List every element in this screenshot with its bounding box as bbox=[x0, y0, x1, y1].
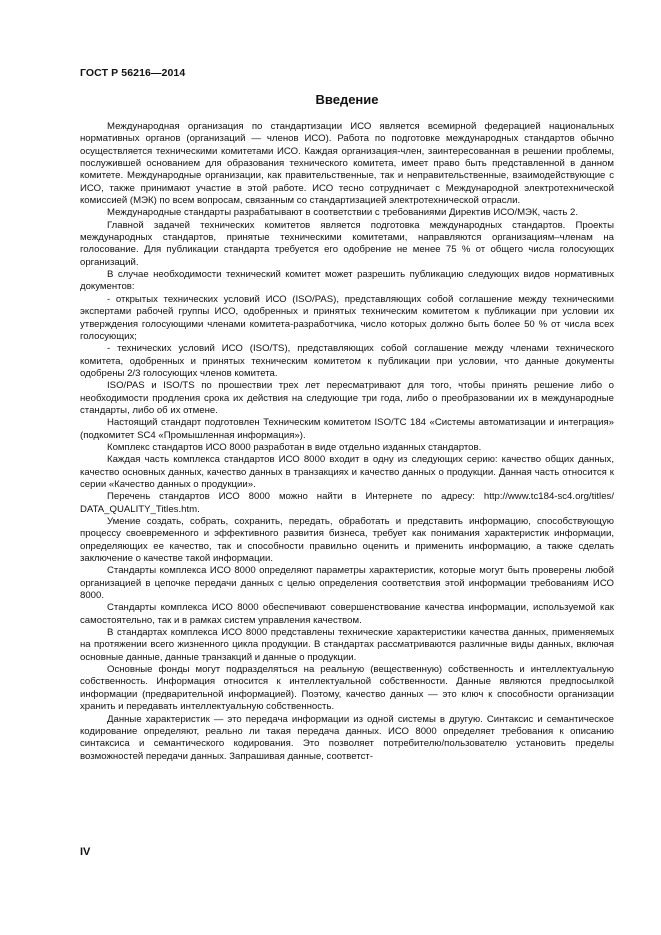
paragraph: Главной задачей технических комитетов является подготовка международных стандартов. Проекты международных стандартов, принятые техническими комитетами, направляются организациям–членам на голосование. Для публикации стандарта требуется его одобрение не менее 75 % от общего числа голосующих организаций. bbox=[80, 219, 614, 268]
paragraph: Комплекс стандартов ИСО 8000 разработан в виде отдельно изданных стандартов. bbox=[107, 441, 482, 453]
list-item: - открытых технических условий ИСО (ISO/PAS), представляющих собой соглашение между техническими экспертами рабочей группы ИСО, одобренных и принятых техническим комитетом к публикации при условии их утверждения голосующими членами комитета-разработчика, число которых должно быть более 50 % от числа всех голосующих; bbox=[80, 293, 614, 342]
paragraph: Перечень стандартов ИСО 8000 можно найти в Интернете по адресу: http://www.tc184-sc4.org/titles/ DATA_QUALITY_Titles.htm. bbox=[80, 491, 614, 515]
paragraph: Основные фонды могут подразделяться на реальную (вещественную) собственность и интеллектуальную собственность. Информация относится к интеллектуальной собственности. Данные являются предпосылкой информации (предварительной информацией). Поэтому, качество данных — это ключ к способности организации хранить и передавать интеллектуальную собственность. bbox=[80, 664, 614, 713]
list-item: - технических условий ИСО (ISO/TS), представляющих собой соглашение между членами технического комитета, одобренных и принятых техническим комитетом к публикации при условии, что данные документы одобрены 2/3 голосующих членов комитета. bbox=[80, 343, 614, 379]
paragraph: В случае необходимости технический комитет может разрешить публикацию следующих видов нормативных документов: bbox=[80, 269, 614, 293]
paragraph: Стандарты комплекса ИСО 8000 обеспечивают совершенствование качества информации, используемой как самостоятельно, так и в рамках систем управления качеством. bbox=[80, 602, 614, 626]
page-number: IV bbox=[80, 846, 91, 858]
paragraph: Данные характеристик — это передача информации из одной системы в другую. Синтаксис и семантическое кодирование определяют, реально ли такая передача данных. ИСО 8000 определяет требования к описанию синтаксиса и семантического кодирования. Это позволяет потребителю/пользователю установить пределы возможностей передачи данных. Запрашивая данные, соответст- bbox=[80, 713, 614, 762]
paragraph: Стандарты комплекса ИСО 8000 определяют параметры характеристик, которые могут быть проверены любой организацией в цепочке передачи данных с целью определения соответствия этой информации требованиям ИСО 8000. bbox=[80, 565, 614, 602]
section-title: Введение bbox=[315, 92, 379, 107]
paragraph: Каждая часть комплекса стандартов ИСО 8000 входит в одну из следующих серию: качество общих данных, качество основных данных, качество данных в транзакциях и качество данных о продукции. Данная часть относится к серии «Качество данных о продукции». bbox=[80, 454, 614, 490]
paragraph: Настоящий стандарт подготовлен Техническим комитетом ISO/TC 184 «Системы автоматизации и интеграция» (подкомитет SC4 «Промышленная информация»). bbox=[80, 417, 614, 441]
paragraph: В стандартах комплекса ИСО 8000 представлены технические характеристики качества данных, применяемых на протяжении всего жизненного цикла продукции. В стандартах рассматриваются различные виды данных, включая основные данные, данные транзакций и данные о продукции. bbox=[80, 627, 614, 663]
paragraph: ISO/PAS и ISO/TS по прошествии трех лет пересматривают для того, чтобы принять решение либо о необходимости продления срока их действия на следующие три года, либо о преобразовании их в международные стандарты, либо об их отмене. bbox=[80, 380, 614, 416]
paragraph: Международные стандарты разрабатывают в соответствии с требованиями Директив ИСО/МЭК, часть 2. bbox=[107, 207, 579, 219]
paragraph: Международная организация по стандартизации ИСО является всемирной федерацией национальных нормативных органов (организаций — членов ИСО). Работа по подготовке международных стандартов обычно осуществляется техническими комитетами ИСО. Каждая организация-член, заинтересованная в решении проблемы, послужившей основанием для образования технического комитета, имеет право быть представленной в данном комитете. Международные организации, как правительственные, так и неправительственные, взаимодействующие с ИСО, также принимают участие в этой работе. ИСО тесно сотрудничает с Международной электротехнической комиссией (МЭК) по всем вопросам, связанным со стандартизацией электротехнической отрасли. bbox=[80, 121, 614, 207]
body-text bbox=[80, 121, 614, 763]
paragraph: Умение создать, собрать, сохранить, передать, обработать и представить информацию, способствующую процессу своевременного и эффективного развития бизнеса, требует как понимания характеристик информации, определяющих ее качество, так и способности правильно оценить и применить информацию, а также сделать заключение о качестве такой информации. bbox=[80, 516, 614, 565]
document-code: ГОСТ Р 56216—2014 bbox=[80, 67, 186, 79]
